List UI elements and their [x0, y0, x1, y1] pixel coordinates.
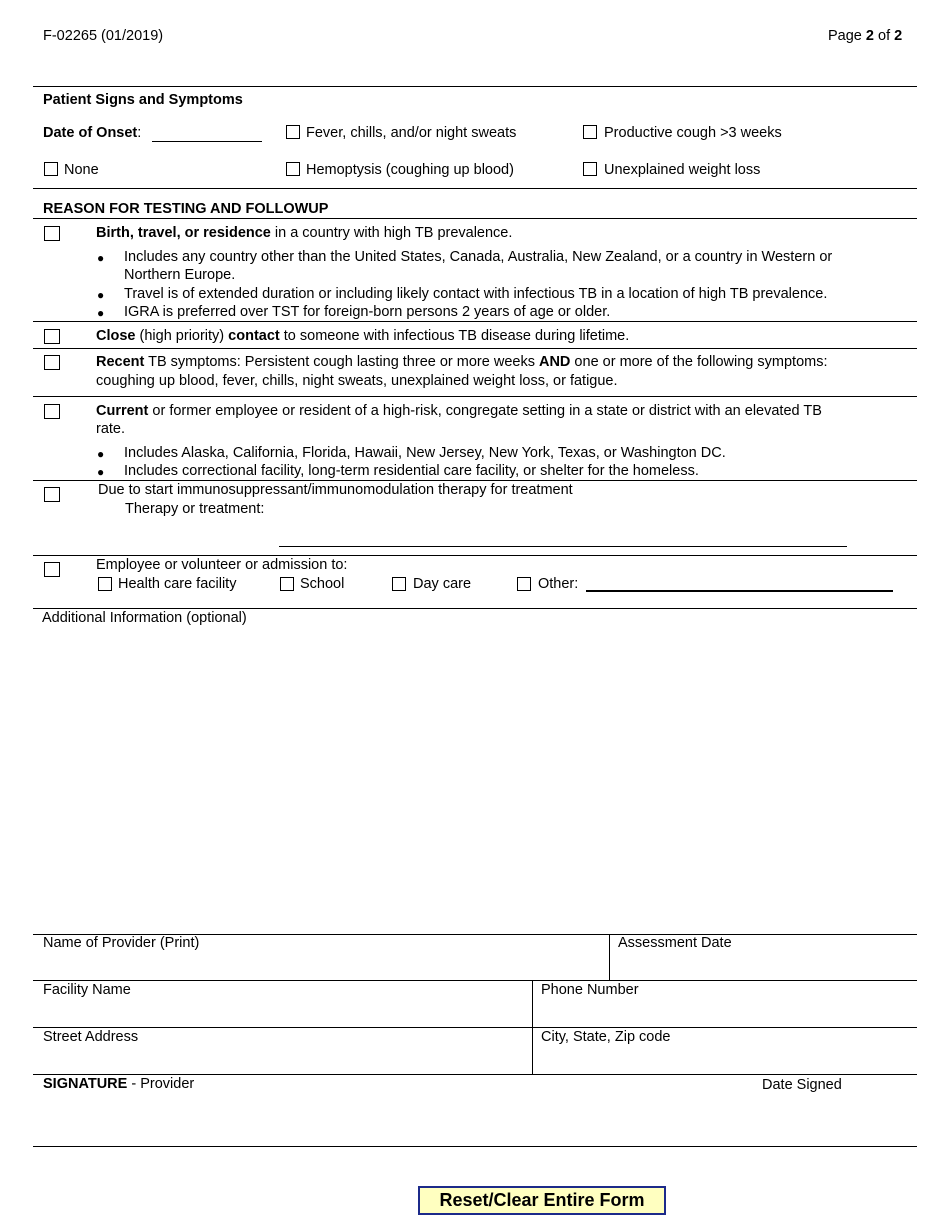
bullet-icon: ● [97, 465, 105, 479]
city-state-zip-input[interactable] [541, 1049, 909, 1069]
reset-form-button[interactable]: Reset/Clear Entire Form [418, 1186, 666, 1215]
birth-bullet-3: IGRA is preferred over TST for foreign-born persons 2 years of age or older. [124, 304, 611, 320]
current-bullet-1: Includes Alaska, California, Florida, Hawaii, New Jersey, New York, Texas, or Washington DC. [124, 445, 726, 461]
weight-loss-checkbox[interactable] [583, 162, 597, 176]
close-rest: to someone with infectious TB disease during lifetime. [279, 328, 630, 344]
birth-bullet-1-cont: Northern Europe. [124, 267, 236, 283]
contact-bold: contact [228, 328, 280, 344]
none-checkbox[interactable] [44, 162, 58, 176]
page-of: of [873, 28, 895, 44]
provider-name-input[interactable] [43, 955, 598, 975]
page-current: 2 [865, 28, 874, 44]
divider [33, 480, 917, 481]
recent-bold: Recent [96, 354, 145, 370]
therapy-line1: Due to start immunosuppressant/immunomodulation therapy for treatment [98, 482, 573, 498]
other-label: Other: [538, 576, 579, 592]
bullet-icon: ● [97, 251, 105, 265]
date-of-onset-label [43, 125, 141, 141]
fever-checkbox[interactable] [286, 125, 300, 139]
current-employee-text [96, 403, 822, 419]
facility-name-label: Facility Name [43, 982, 131, 998]
fever-label: Fever, chills, and/or night sweats [306, 125, 517, 141]
weight-loss-label: Unexplained weight loss [604, 162, 761, 178]
therapy-input[interactable] [279, 528, 847, 547]
date-of-onset-text: Date of Onset [43, 125, 138, 141]
divider [609, 934, 610, 980]
divider [33, 86, 917, 87]
school-label: School [300, 576, 345, 592]
city-state-zip-label: City, State, Zip code [541, 1029, 671, 1045]
current-rest: or former employee or resident of a high-risk, congregate setting in a state or district with an elevated TB [148, 403, 822, 419]
divider [33, 188, 917, 189]
recent-symptoms-text [96, 354, 828, 370]
divider [33, 321, 917, 322]
hemoptysis-label: Hemoptysis (coughing up blood) [306, 162, 514, 178]
therapy-checkbox[interactable] [44, 487, 60, 502]
current-bold: Current [96, 403, 149, 419]
birth-bullet-1: Includes any country other than the United States, Canada, Australia, New Zealand, or a country in Western or [124, 249, 833, 265]
other-checkbox[interactable] [517, 577, 531, 591]
close-bold: Close [96, 328, 136, 344]
divider [33, 1146, 917, 1147]
other-input[interactable] [586, 573, 893, 592]
current-employee-checkbox[interactable] [44, 404, 60, 419]
divider [33, 1074, 917, 1075]
street-address-label: Street Address [43, 1029, 139, 1045]
employee-volunteer-checkbox[interactable] [44, 562, 60, 577]
signature-rest: - Provider [127, 1076, 195, 1092]
divider [33, 348, 917, 349]
divider [33, 396, 917, 397]
cough-label: Productive cough >3 weeks [604, 125, 782, 141]
therapy-label: Therapy or treatment: [125, 501, 265, 517]
recent-mid: TB symptoms: Persistent cough lasting three or more weeks [144, 354, 539, 370]
bullet-icon: ● [97, 447, 105, 461]
current-bullet-2: Includes correctional facility, long-term residential care facility, or shelter for the homeless. [124, 463, 699, 479]
close-contact-text [96, 328, 629, 344]
provider-name-label: Name of Provider (Print) [43, 935, 200, 951]
recent-symptoms-line2: coughing up blood, fever, chills, night sweats, unexplained weight loss, or fatigue. [96, 373, 618, 389]
bullet-icon: ● [97, 306, 105, 320]
birth-travel-checkbox[interactable] [44, 226, 60, 241]
close-mid: (high priority) [135, 328, 229, 344]
divider [33, 1027, 917, 1028]
additional-info-label: Additional Information (optional) [42, 610, 247, 626]
additional-info-input[interactable] [42, 630, 912, 920]
and-bold: AND [538, 354, 571, 370]
phone-number-label: Phone Number [541, 982, 639, 998]
hemoptysis-checkbox[interactable] [286, 162, 300, 176]
signature-bold: SIGNATURE [43, 1076, 128, 1092]
day-care-checkbox[interactable] [392, 577, 406, 591]
street-address-input[interactable] [43, 1049, 523, 1069]
page-total: 2 [894, 28, 903, 44]
date-of-onset-input[interactable] [152, 124, 262, 142]
divider [33, 608, 917, 609]
assessment-date-input[interactable] [618, 955, 908, 975]
assessment-date-label: Assessment Date [618, 935, 732, 951]
health-care-checkbox[interactable] [98, 577, 112, 591]
recent-rest: one or more of the following symptoms: [570, 354, 828, 370]
signature-label [43, 1076, 194, 1092]
health-care-label: Health care facility [118, 576, 237, 592]
school-checkbox[interactable] [280, 577, 294, 591]
phone-number-input[interactable] [541, 1002, 909, 1022]
bullet-icon: ● [97, 288, 105, 302]
recent-symptoms-checkbox[interactable] [44, 355, 60, 370]
employee-volunteer-label: Employee or volunteer or admission to: [96, 557, 348, 573]
close-contact-checkbox[interactable] [44, 329, 60, 344]
birth-bullet-2: Travel is of extended duration or including likely contact with infectious TB in a location of high TB prevalence. [124, 286, 828, 302]
reason-title: REASON FOR TESTING AND FOLLOWUP [43, 201, 329, 217]
birth-travel-bold: Birth, travel, or residence [96, 225, 271, 241]
birth-travel-text [96, 225, 512, 241]
birth-travel-rest: in a country with high TB prevalence. [270, 225, 513, 241]
signs-title: Patient Signs and Symptoms [43, 92, 243, 108]
form-id: F-02265 (01/2019) [43, 28, 164, 44]
page-number [828, 28, 902, 44]
divider [33, 980, 917, 981]
none-label: None [64, 162, 99, 178]
facility-name-input[interactable] [43, 1002, 523, 1022]
day-care-label: Day care [413, 576, 472, 592]
cough-checkbox[interactable] [583, 125, 597, 139]
date-of-onset-colon: : [137, 125, 142, 141]
current-employee-line2: rate. [96, 421, 126, 437]
divider [33, 218, 917, 219]
page-prefix: Page [828, 28, 866, 44]
date-signed-label: Date Signed [762, 1077, 842, 1093]
divider [33, 555, 917, 556]
